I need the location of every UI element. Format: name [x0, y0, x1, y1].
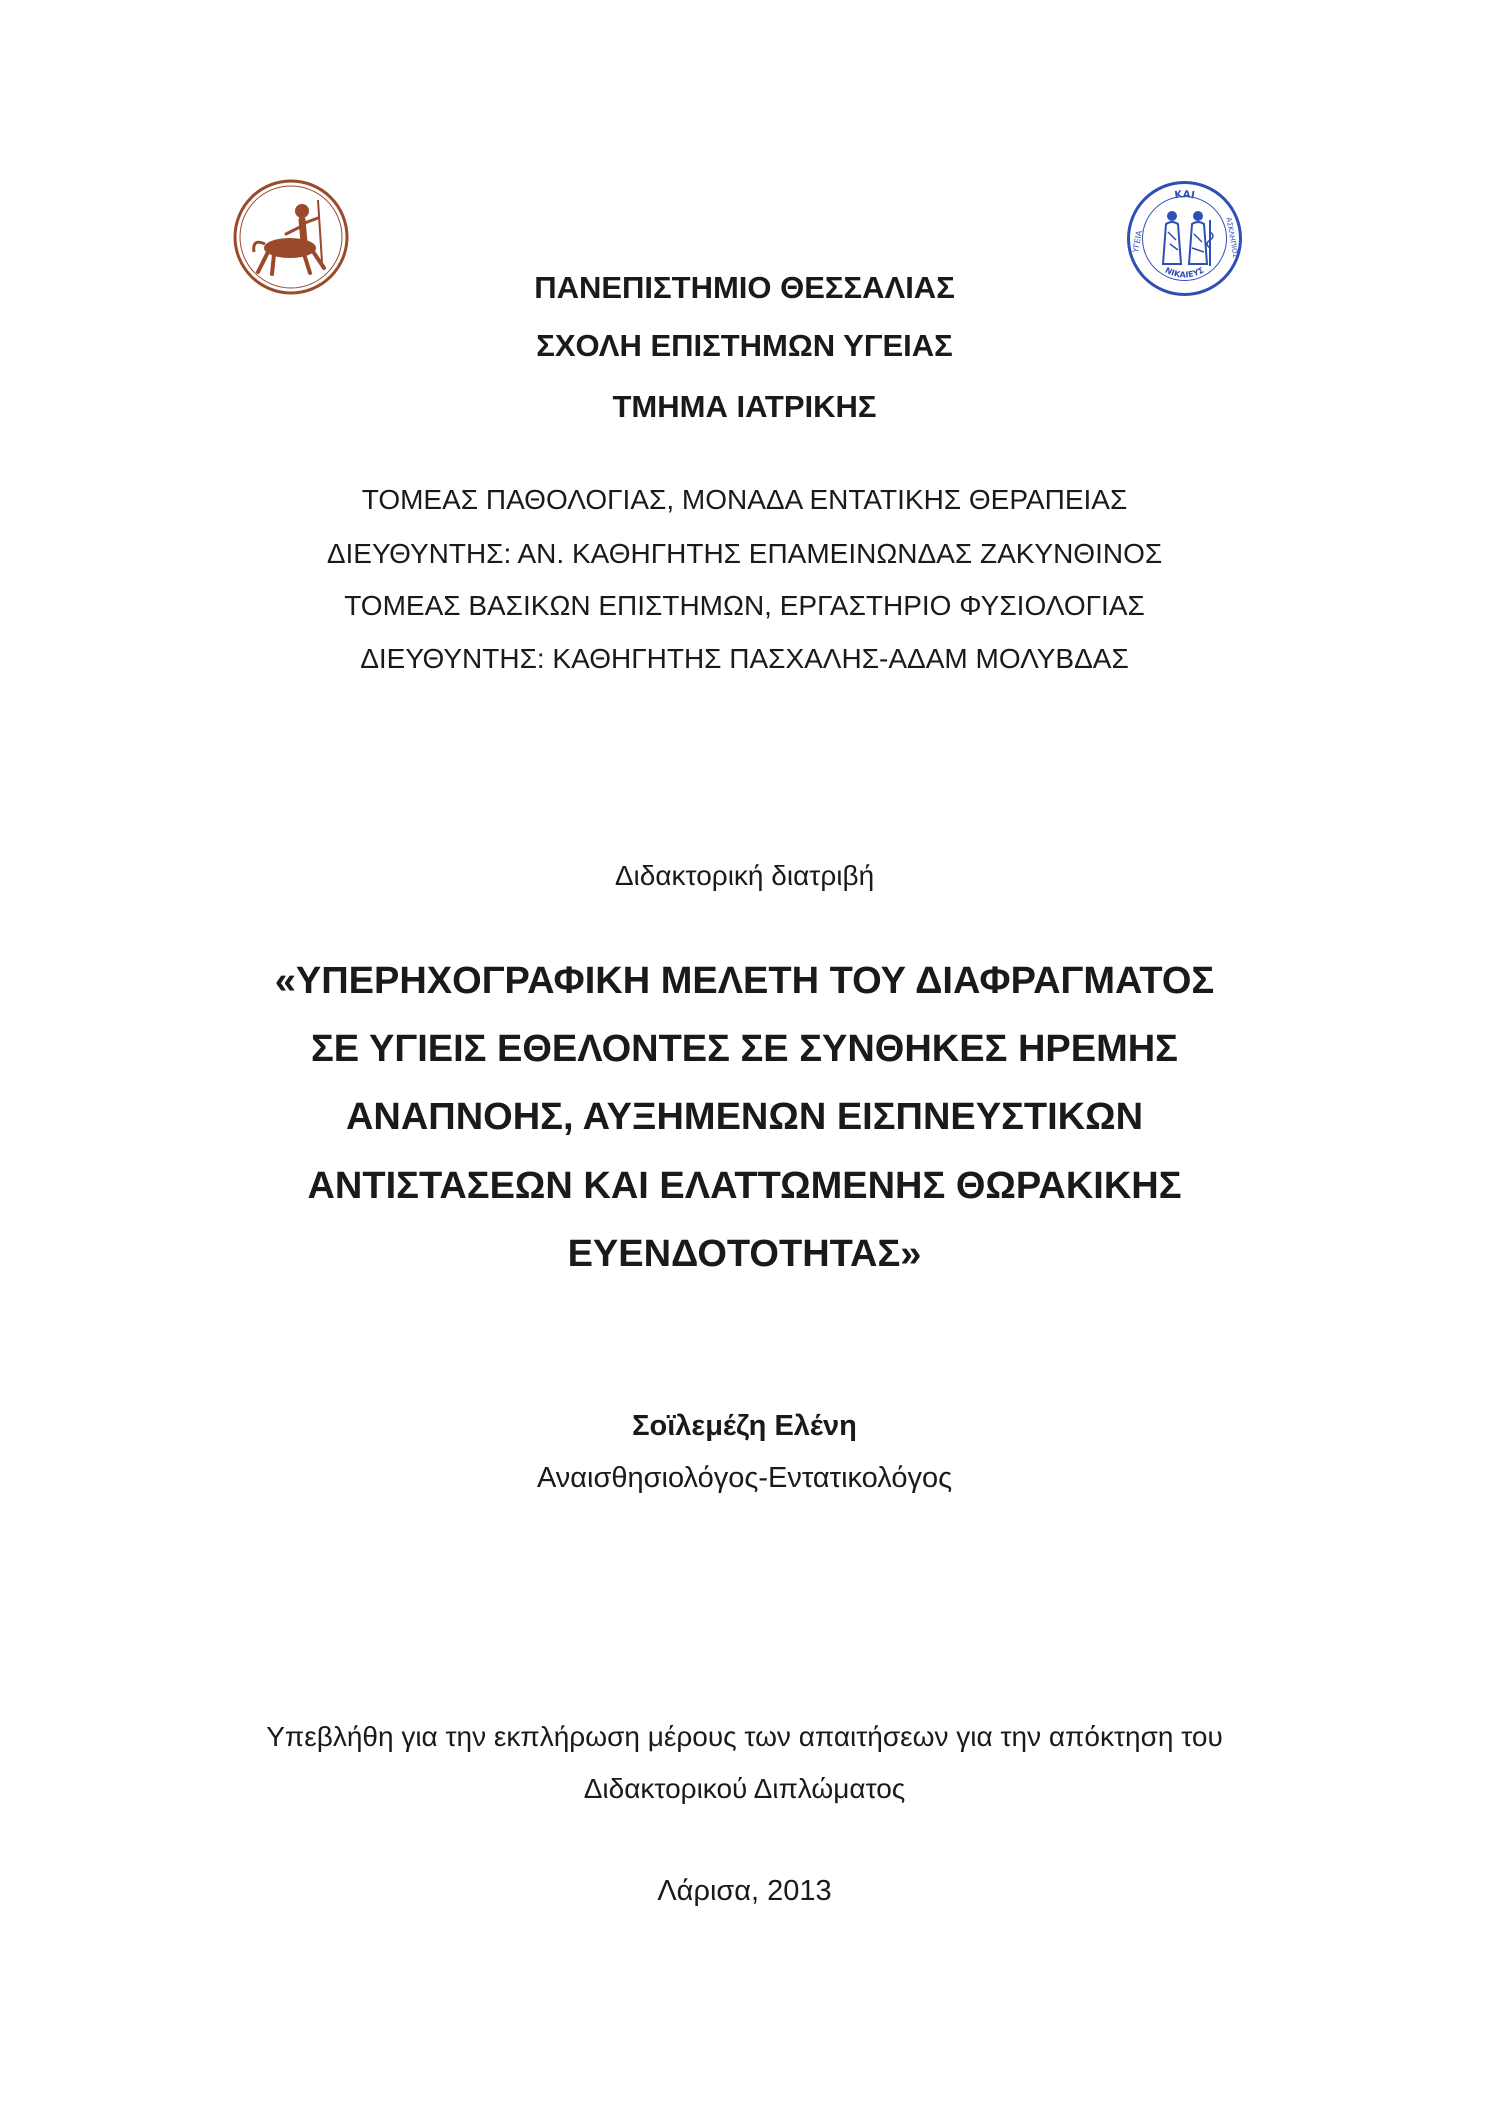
place-date: Λάρισα, 2013 — [657, 1875, 832, 1907]
thesis-title-line: ΣΕ ΥΓΙΕΙΣ ΕΘΕΛΟΝΤΕΣ ΣΕ ΣΥΝΘΗΚΕΣ ΗΡΕΜΗΣ — [310, 1028, 1178, 1070]
document-type: Διδακτορική διατριβή — [614, 860, 875, 891]
university-name: ΠΑΝΕΠΙΣΤΗΜΙΟ ΘΕΣΣΑΛΙΑΣ — [534, 270, 955, 305]
author-name: Σοϊλεμέζη Ελένη — [632, 1410, 857, 1442]
director-line: ΔΙΕΥΘΥΝΤΗΣ: ΚΑΘΗΓΗΤΗΣ ΠΑΣΧΑΛΗΣ-ΑΔΑΜ ΜΟΛΥΒΔΑΣ — [360, 643, 1129, 674]
department-name: ΤΜΗΜΑ ΙΑΤΡΙΚΗΣ — [612, 389, 877, 424]
thesis-title-line: ΑΝΤΙΣΤΑΣΕΩΝ ΚΑΙ ΕΛΑΤΤΩΜΕΝΗΣ ΘΩΡΑΚΙΚΗΣ — [307, 1165, 1182, 1207]
thesis-title-line: ΕΥΕΝΔΟΤΟΤΗΤΑΣ» — [567, 1233, 922, 1275]
submission-statement: Υπεβλήθη για την εκπλήρωση μέρους των απαιτήσεων για την απόκτηση του — [266, 1721, 1223, 1752]
thesis-title-line: «ΥΠΕΡΗΧΟΓΡΑΦΙΚΗ ΜΕΛΕΤΗ ΤΟΥ ΔΙΑΦΡΑΓΜΑΤΟΣ — [274, 960, 1215, 1002]
director-line: ΔΙΕΥΘΥΝΤΗΣ: ΑΝ. ΚΑΘΗΓΗΤΗΣ ΕΠΑΜΕΙΝΩΝΔΑΣ ΖΑΚΥΝΘΙΝΟΣ — [326, 538, 1163, 569]
school-name: ΣΧΟΛΗ ΕΠΙΣΤΗΜΩΝ ΥΓΕΙΑΣ — [536, 328, 953, 363]
sector-line: ΤΟΜΕΑΣ ΠΑΘΟΛΟΓΙΑΣ, ΜΟΝΑΔΑ ΕΝΤΑΤΙΚΗΣ ΘΕΡΑΠΕΙΑΣ — [361, 484, 1128, 515]
submission-statement: Διδακτορικού Διπλώματος — [583, 1773, 906, 1804]
svg-text:ΑΣΚΛΗΠΙΟΣ: ΑΣΚΛΗΠΙΟΣ — [1224, 216, 1240, 259]
thesis-title-line: ΑΝΑΠΝΟΗΣ, ΑΥΞΗΜΕΝΩΝ ΕΙΣΠΝΕΥΣΤΙΚΩΝ — [345, 1096, 1144, 1138]
svg-text:ΚΑΙ: ΚΑΙ — [1173, 189, 1196, 202]
author-specialty: Αναισθησιολόγος-Εντατικολόγος — [536, 1462, 953, 1494]
svg-text:ΥΓΕΙΑ: ΥΓΕΙΑ — [1131, 229, 1144, 254]
svg-text:ΝΙΚΑΙΕΥΣ: ΝΙΚΑΙΕΥΣ — [1163, 265, 1206, 280]
sector-line: ΤΟΜΕΑΣ ΒΑΣΙΚΩΝ ΕΠΙΣΤΗΜΩΝ, ΕΡΓΑΣΤΗΡΙΟ ΦΥΣΙΟΛΟΓΙΑΣ — [344, 590, 1145, 621]
